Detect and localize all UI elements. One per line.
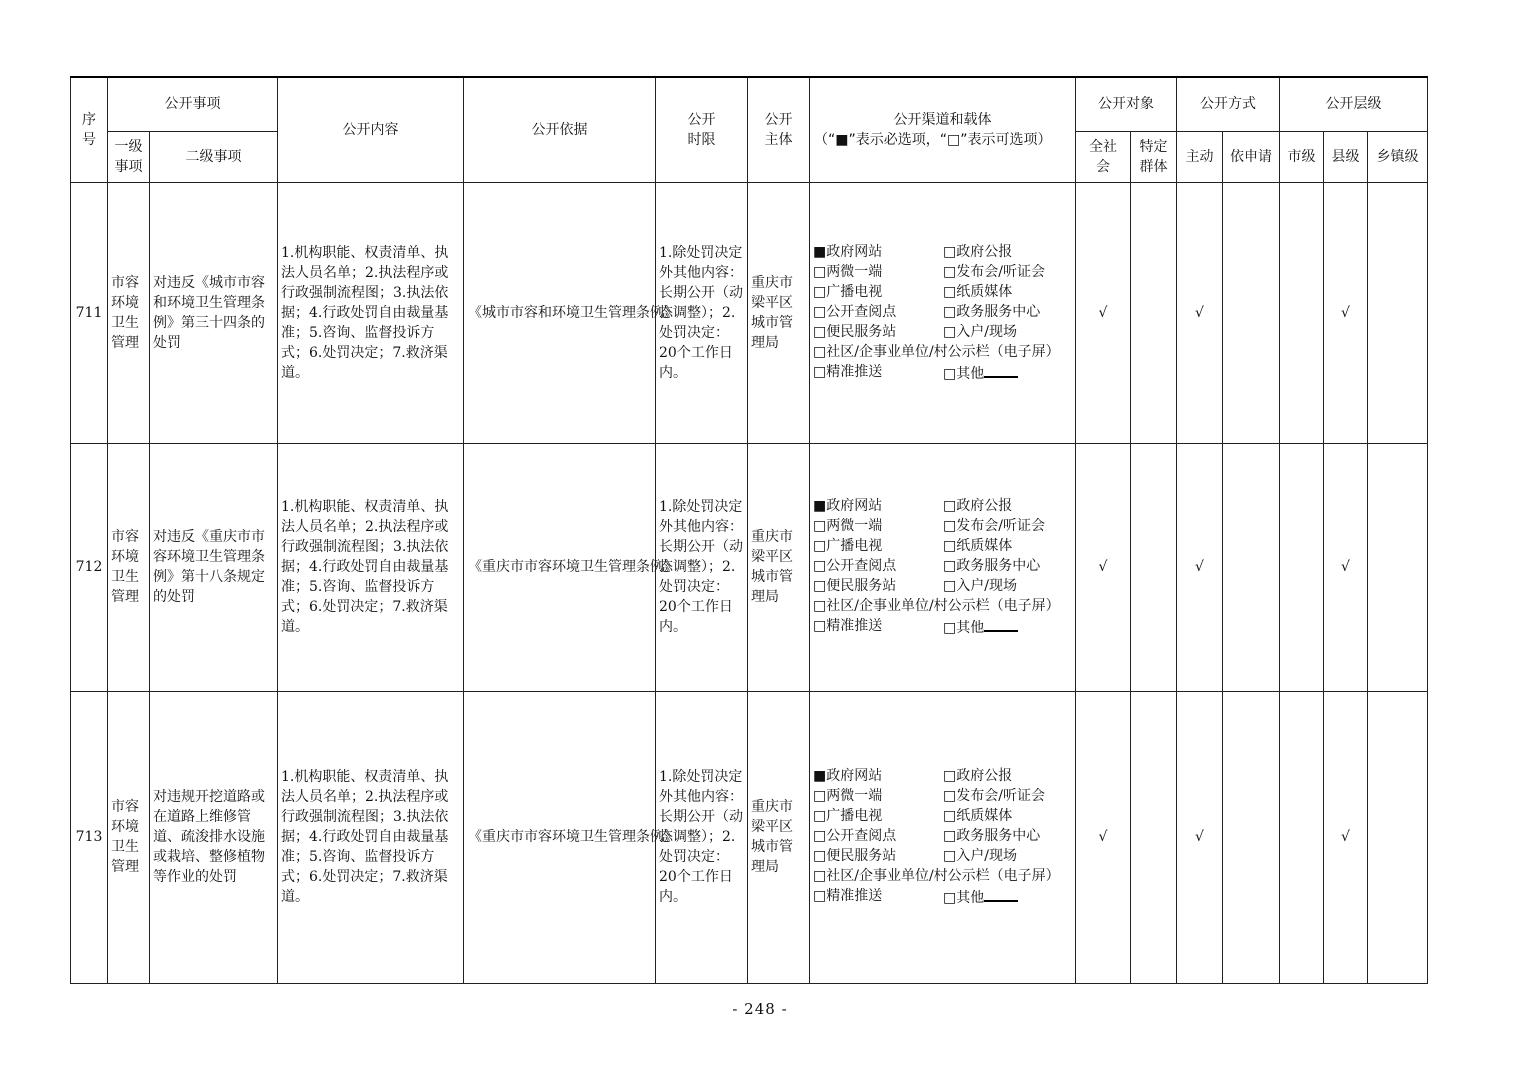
channel-tv: □广播电视 <box>813 283 883 300</box>
channel-gov-site: ■政府网站 <box>813 768 883 784</box>
row-subject: 重庆市梁平区城市管理局 <box>748 182 810 443</box>
header-level2: 二级事项 <box>150 131 278 182</box>
channel-other: □其他 <box>943 886 1071 908</box>
channel-wechat-weibo: □两微一端 <box>813 788 883 804</box>
channel-press: □发布会/听证会 <box>943 788 1045 804</box>
row-time-limit: 1.除处罚决定外其他内容：长期公开（动态调整）；2.处罚决定：20个工作日内。 <box>656 691 748 983</box>
channel-other: □其他 <box>943 616 1071 638</box>
channel-paper: □纸质媒体 <box>943 538 1013 554</box>
channel-wechat-weibo: □两微一端 <box>813 518 883 534</box>
table-row <box>71 691 1428 983</box>
row-target-all: √ <box>1076 691 1131 983</box>
row-level-county: √ <box>1324 182 1368 443</box>
header-target-all: 全社会 <box>1076 131 1131 182</box>
row-method-request <box>1223 691 1280 983</box>
row-target-specific <box>1131 691 1177 983</box>
row-level2: 对违反《城市市容和环境卫生管理条例》第三十四条的处罚 <box>150 182 278 443</box>
row-target-specific <box>1131 443 1177 691</box>
channel-gov-gazette: □政府公报 <box>943 768 1013 784</box>
header-content: 公开内容 <box>278 77 464 182</box>
row-content: 1.机构职能、权责清单、执法人员名单；2.执法程序或行政强制流程图；3.执法依据；4.行政处罚自由裁量基准；5.咨询、监督投诉方式；6.处罚决定；7.救济渠道。 <box>278 443 464 691</box>
header-method-active: 主动 <box>1177 131 1223 182</box>
page-number: - 248 - <box>732 1000 788 1018</box>
row-level-town <box>1368 691 1428 983</box>
row-level-town <box>1368 182 1428 443</box>
channel-bulletin: □社区/企事业单位/村公示栏（电子屏） <box>813 598 1060 614</box>
row-method-active: √ <box>1177 443 1223 691</box>
row-method-request <box>1223 182 1280 443</box>
header-target: 公开对象 <box>1076 77 1177 131</box>
row-level2: 对违反《重庆市市容环境卫生管理条例》第十八条规定的处罚 <box>150 443 278 691</box>
disclosure-table <box>70 76 1428 984</box>
row-target-specific <box>1131 182 1177 443</box>
row-channels <box>810 182 1076 443</box>
channel-service-station: □便民服务站 <box>813 323 897 340</box>
channel-door: □入户/现场 <box>943 578 1017 594</box>
channel-press: □发布会/听证会 <box>943 518 1045 534</box>
channel-gov-gazette: □政府公报 <box>943 498 1013 514</box>
channel-service-center: □政务服务中心 <box>943 828 1041 844</box>
header-channels <box>810 77 1076 182</box>
row-seq: 712 <box>71 443 108 691</box>
header-level-county: 县级 <box>1324 131 1368 182</box>
channel-bulletin: □社区/企事业单位/村公示栏（电子屏） <box>813 868 1060 884</box>
channel-service-center: □政务服务中心 <box>943 558 1041 574</box>
row-target-all: √ <box>1076 443 1131 691</box>
channel-push: □精准推送 <box>813 363 883 380</box>
row-method-active: √ <box>1177 182 1223 443</box>
channel-door: □入户/现场 <box>943 323 1017 340</box>
row-level-city <box>1280 691 1324 983</box>
row-level2: 对违规开挖道路或在道路上维修管道、疏浚排水设施或栽培、整修植物等作业的处罚 <box>150 691 278 983</box>
header-items: 公开事项 <box>108 77 278 131</box>
channel-query-point: □公开查阅点 <box>813 828 897 844</box>
row-basis: 《重庆市市容环境卫生管理条例》 <box>464 691 656 983</box>
channel-tv: □广播电视 <box>813 808 883 824</box>
header-level: 公开层级 <box>1280 77 1428 131</box>
row-target-all: √ <box>1076 182 1131 443</box>
row-content: 1.机构职能、权责清单、执法人员名单；2.执法程序或行政强制流程图；3.执法依据；4.行政处罚自由裁量基准；5.咨询、监督投诉方式；6.处罚决定；7.救济渠道。 <box>278 182 464 443</box>
header-subject: 公开主体 <box>748 77 810 182</box>
channel-bulletin: □社区/企事业单位/村公示栏（电子屏） <box>813 343 1060 360</box>
channel-gov-site: ■政府网站 <box>813 498 883 514</box>
row-subject: 重庆市梁平区城市管理局 <box>748 691 810 983</box>
channel-gov-site: ■政府网站 <box>813 243 883 260</box>
header-basis: 公开依据 <box>464 77 656 182</box>
channel-gov-gazette: □政府公报 <box>943 243 1013 260</box>
row-level-city <box>1280 443 1324 691</box>
channel-tv: □广播电视 <box>813 538 883 554</box>
row-content: 1.机构职能、权责清单、执法人员名单；2.执法程序或行政强制流程图；3.执法依据；4.行政处罚自由裁量基准；5.咨询、监督投诉方式；6.处罚决定；7.救济渠道。 <box>278 691 464 983</box>
header-time-limit: 公开时限 <box>656 77 748 182</box>
channel-push: □精准推送 <box>813 618 883 634</box>
row-seq: 711 <box>71 182 108 443</box>
row-time-limit: 1.除处罚决定外其他内容：长期公开（动态调整）；2.处罚决定：20个工作日内。 <box>656 182 748 443</box>
channel-paper: □纸质媒体 <box>943 283 1013 300</box>
channel-wechat-weibo: □两微一端 <box>813 263 883 280</box>
channel-paper: □纸质媒体 <box>943 808 1013 824</box>
channel-query-point: □公开查阅点 <box>813 303 897 320</box>
row-channels <box>810 443 1076 691</box>
row-level1: 市容环境卫生管理 <box>108 182 150 443</box>
row-channels <box>810 691 1076 983</box>
channel-push: □精准推送 <box>813 888 883 904</box>
channel-service-station: □便民服务站 <box>813 848 897 864</box>
table-row <box>71 182 1428 443</box>
channel-query-point: □公开查阅点 <box>813 558 897 574</box>
header-seq: 序号 <box>71 77 108 182</box>
row-level-city <box>1280 182 1324 443</box>
row-subject: 重庆市梁平区城市管理局 <box>748 443 810 691</box>
row-basis: 《城市市容和环境卫生管理条例》 <box>464 182 656 443</box>
header-channels-title: 公开渠道和载体 <box>893 111 992 128</box>
row-level1: 市容环境卫生管理 <box>108 691 150 983</box>
row-time-limit: 1.除处罚决定外其他内容：长期公开（动态调整）；2.处罚决定：20个工作日内。 <box>656 443 748 691</box>
row-method-active: √ <box>1177 691 1223 983</box>
row-level-county: √ <box>1324 691 1368 983</box>
header-level-town: 乡镇级 <box>1368 131 1428 182</box>
header-level1: 一级事项 <box>108 131 150 182</box>
header-method-request: 依申请 <box>1223 131 1280 182</box>
channel-press: □发布会/听证会 <box>943 263 1045 280</box>
row-level-county: √ <box>1324 443 1368 691</box>
header-target-specific: 特定群体 <box>1131 131 1177 182</box>
header-level-city: 市级 <box>1280 131 1324 182</box>
channel-other: □其他 <box>943 362 1071 384</box>
channel-service-center: □政务服务中心 <box>943 303 1041 320</box>
channel-service-station: □便民服务站 <box>813 578 897 594</box>
row-basis: 《重庆市市容环境卫生管理条例》 <box>464 443 656 691</box>
row-seq: 713 <box>71 691 108 983</box>
row-method-request <box>1223 443 1280 691</box>
header-method: 公开方式 <box>1177 77 1280 131</box>
channel-door: □入户/现场 <box>943 848 1017 864</box>
row-level1: 市容环境卫生管理 <box>108 443 150 691</box>
header-channels-note: （“■”表示必选项，“□”表示可选项） <box>814 131 1052 148</box>
table-row <box>71 443 1428 691</box>
row-level-town <box>1368 443 1428 691</box>
